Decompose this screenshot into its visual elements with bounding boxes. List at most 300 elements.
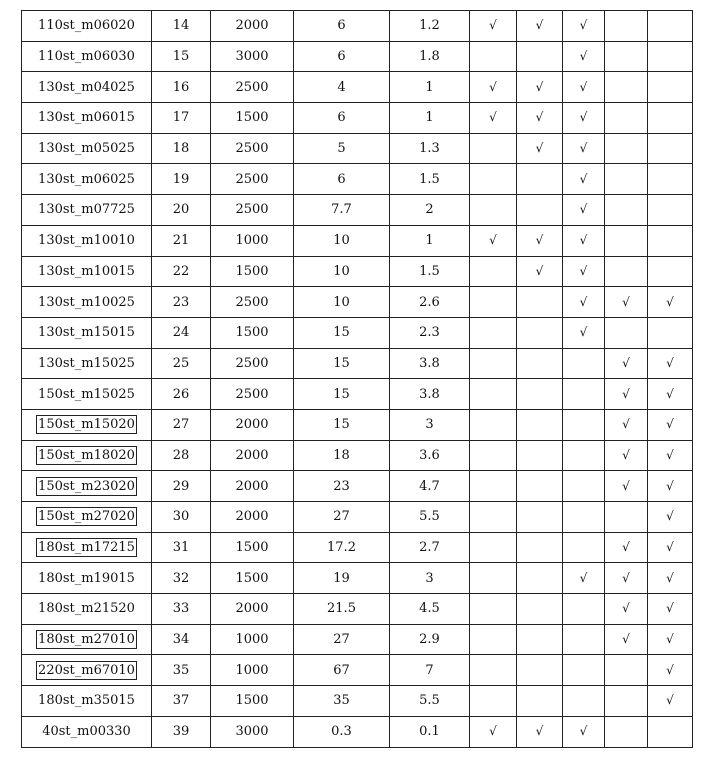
speed-cell: 2000 (211, 409, 294, 440)
check-cell-5 (648, 287, 693, 318)
speed-cell: 2500 (211, 72, 294, 103)
speed-cell: 1500 (211, 317, 294, 348)
power-cell: 5.5 (390, 686, 470, 717)
check-cell-2 (517, 317, 563, 348)
check-cell-2 (517, 41, 563, 72)
table-row (22, 409, 693, 440)
power-cell: 1.3 (390, 133, 470, 164)
check-cell-3 (563, 655, 605, 686)
check-mark-icon: √ (666, 601, 674, 616)
check-cell-2 (517, 594, 563, 625)
check-cell-2 (517, 72, 563, 103)
check-cell-5 (648, 563, 693, 594)
torque-cell: 23 (294, 471, 390, 502)
check-cell-1 (470, 471, 517, 502)
check-mark-icon: √ (579, 263, 588, 278)
model-cell (22, 655, 152, 686)
torque-cell: 0.3 (294, 716, 390, 747)
check-cell-1 (470, 317, 517, 348)
speed-cell: 2000 (211, 471, 294, 502)
torque-cell: 6 (294, 41, 390, 72)
check-cell-2 (517, 563, 563, 594)
power-cell: 1 (390, 225, 470, 256)
number-cell: 21 (152, 225, 211, 256)
speed-cell: 2500 (211, 195, 294, 226)
speed-cell: 2500 (211, 164, 294, 195)
check-cell-3 (563, 195, 605, 226)
check-cell-5 (648, 348, 693, 379)
table-row (22, 225, 693, 256)
number-cell: 15 (152, 41, 211, 72)
speed-cell: 1000 (211, 624, 294, 655)
check-cell-5 (648, 409, 693, 440)
check-cell-4 (605, 471, 648, 502)
check-cell-3 (563, 379, 605, 410)
model-cell: 130st_m15025 (22, 348, 152, 379)
check-cell-1 (470, 379, 517, 410)
number-cell: 25 (152, 348, 211, 379)
check-cell-2 (517, 348, 563, 379)
check-cell-2 (517, 133, 563, 164)
table-row (22, 686, 693, 717)
number-cell: 32 (152, 563, 211, 594)
check-mark-icon: √ (666, 386, 674, 401)
model-cell: 130st_m06015 (22, 103, 152, 134)
power-cell: 2 (390, 195, 470, 226)
check-cell-2 (517, 624, 563, 655)
table-row (22, 103, 693, 134)
number-cell: 19 (152, 164, 211, 195)
power-cell: 4.5 (390, 594, 470, 625)
check-cell-4 (605, 195, 648, 226)
torque-cell: 21.5 (294, 594, 390, 625)
check-cell-4 (605, 594, 648, 625)
check-cell-1 (470, 195, 517, 226)
number-cell: 30 (152, 502, 211, 533)
model-cell: 130st_m15015 (22, 317, 152, 348)
speed-cell: 1500 (211, 532, 294, 563)
check-mark-icon: √ (579, 141, 588, 156)
check-cell-3 (563, 164, 605, 195)
model-cell (22, 471, 152, 502)
torque-cell: 4 (294, 72, 390, 103)
check-cell-4 (605, 133, 648, 164)
check-cell-3 (563, 686, 605, 717)
power-cell: 2.3 (390, 317, 470, 348)
check-mark-icon: √ (622, 447, 630, 462)
check-cell-3 (563, 256, 605, 287)
table-row (22, 195, 693, 226)
check-cell-4 (605, 532, 648, 563)
check-cell-1 (470, 655, 517, 686)
speed-cell: 1500 (211, 256, 294, 287)
check-mark-icon: √ (666, 693, 674, 708)
check-mark-icon: √ (535, 110, 544, 125)
speed-cell: 1500 (211, 103, 294, 134)
check-mark-icon: √ (622, 570, 630, 585)
check-cell-5 (648, 72, 693, 103)
check-cell-5 (648, 41, 693, 72)
check-cell-5 (648, 624, 693, 655)
table-row (22, 594, 693, 625)
check-mark-icon: √ (579, 202, 588, 217)
check-cell-1 (470, 41, 517, 72)
check-mark-icon: √ (666, 509, 674, 524)
model-cell: 180st_m21520 (22, 594, 152, 625)
table-row (22, 563, 693, 594)
check-mark-icon: √ (666, 417, 674, 432)
number-cell: 37 (152, 686, 211, 717)
check-cell-4 (605, 409, 648, 440)
check-cell-5 (648, 11, 693, 42)
check-cell-4 (605, 317, 648, 348)
model-cell: 130st_m10010 (22, 225, 152, 256)
torque-cell: 27 (294, 502, 390, 533)
torque-cell: 15 (294, 409, 390, 440)
torque-cell: 7.7 (294, 195, 390, 226)
check-cell-4 (605, 502, 648, 533)
number-cell: 34 (152, 624, 211, 655)
model-cell: 180st_m19015 (22, 563, 152, 594)
check-cell-5 (648, 532, 693, 563)
model-label-boxed: 150st_m23020 (38, 478, 135, 494)
check-cell-3 (563, 41, 605, 72)
number-cell: 39 (152, 716, 211, 747)
table-row (22, 133, 693, 164)
model-cell (22, 624, 152, 655)
model-cell: 110st_m06020 (22, 11, 152, 42)
table-row (22, 72, 693, 103)
table-row (22, 379, 693, 410)
model-cell: 130st_m06025 (22, 164, 152, 195)
speed-cell: 2500 (211, 287, 294, 318)
table-body (22, 11, 693, 748)
power-cell: 1 (390, 72, 470, 103)
check-mark-icon: √ (666, 294, 674, 309)
speed-cell: 1000 (211, 655, 294, 686)
check-cell-5 (648, 716, 693, 747)
check-cell-5 (648, 317, 693, 348)
check-mark-icon: √ (622, 540, 630, 555)
check-cell-4 (605, 716, 648, 747)
check-mark-icon: √ (489, 79, 497, 94)
check-mark-icon: √ (579, 570, 588, 585)
check-cell-2 (517, 655, 563, 686)
check-cell-1 (470, 624, 517, 655)
check-cell-2 (517, 195, 563, 226)
check-cell-4 (605, 287, 648, 318)
power-cell: 2.6 (390, 287, 470, 318)
check-mark-icon: √ (622, 601, 630, 616)
check-cell-4 (605, 103, 648, 134)
check-cell-1 (470, 686, 517, 717)
number-cell: 14 (152, 11, 211, 42)
check-mark-icon: √ (666, 355, 674, 370)
number-cell: 16 (152, 72, 211, 103)
table-row (22, 624, 693, 655)
torque-cell: 67 (294, 655, 390, 686)
power-cell: 3.8 (390, 379, 470, 410)
table-row (22, 164, 693, 195)
check-cell-2 (517, 409, 563, 440)
model-label-boxed: 220st_m67010 (38, 662, 135, 678)
check-cell-5 (648, 103, 693, 134)
speed-cell: 3000 (211, 41, 294, 72)
model-label-boxed: 180st_m17215 (38, 540, 135, 556)
model-cell: 110st_m06030 (22, 41, 152, 72)
check-cell-3 (563, 440, 605, 471)
check-cell-5 (648, 594, 693, 625)
check-mark-icon: √ (535, 79, 544, 94)
check-mark-icon: √ (579, 233, 588, 248)
table-row (22, 348, 693, 379)
check-mark-icon: √ (622, 478, 630, 493)
power-cell: 2.9 (390, 624, 470, 655)
power-cell: 3 (390, 409, 470, 440)
torque-cell: 15 (294, 348, 390, 379)
number-cell: 27 (152, 409, 211, 440)
check-cell-1 (470, 594, 517, 625)
number-cell: 17 (152, 103, 211, 134)
model-cell: 130st_m07725 (22, 195, 152, 226)
check-mark-icon: √ (622, 417, 630, 432)
check-cell-3 (563, 287, 605, 318)
check-cell-4 (605, 256, 648, 287)
model-cell (22, 409, 152, 440)
speed-cell: 2500 (211, 348, 294, 379)
check-mark-icon: √ (579, 79, 588, 94)
check-cell-1 (470, 103, 517, 134)
model-cell: 130st_m05025 (22, 133, 152, 164)
check-mark-icon: √ (489, 724, 497, 739)
check-cell-1 (470, 502, 517, 533)
check-mark-icon: √ (535, 141, 544, 156)
number-cell: 23 (152, 287, 211, 318)
torque-cell: 6 (294, 11, 390, 42)
model-cell: 130st_m10025 (22, 287, 152, 318)
number-cell: 31 (152, 532, 211, 563)
table-row (22, 287, 693, 318)
model-label-boxed: 150st_m15020 (38, 417, 135, 433)
check-cell-3 (563, 103, 605, 134)
check-cell-2 (517, 11, 563, 42)
check-mark-icon: √ (579, 18, 588, 33)
check-cell-2 (517, 287, 563, 318)
check-mark-icon: √ (535, 724, 544, 739)
check-cell-1 (470, 72, 517, 103)
check-cell-1 (470, 225, 517, 256)
check-cell-1 (470, 563, 517, 594)
speed-cell: 2500 (211, 379, 294, 410)
number-cell: 18 (152, 133, 211, 164)
check-mark-icon: √ (489, 233, 497, 248)
check-cell-3 (563, 72, 605, 103)
check-cell-5 (648, 256, 693, 287)
model-cell: 130st_m04025 (22, 72, 152, 103)
table-row (22, 317, 693, 348)
speed-cell: 1500 (211, 563, 294, 594)
check-mark-icon: √ (579, 110, 588, 125)
power-cell: 7 (390, 655, 470, 686)
torque-cell: 35 (294, 686, 390, 717)
model-label-boxed: 180st_m27010 (38, 632, 135, 648)
check-cell-4 (605, 624, 648, 655)
check-cell-3 (563, 348, 605, 379)
power-cell: 1.5 (390, 256, 470, 287)
power-cell: 2.7 (390, 532, 470, 563)
number-cell: 35 (152, 655, 211, 686)
table-row (22, 440, 693, 471)
power-cell: 1 (390, 103, 470, 134)
table-row (22, 716, 693, 747)
torque-cell: 19 (294, 563, 390, 594)
check-cell-5 (648, 686, 693, 717)
check-mark-icon: √ (579, 171, 588, 186)
check-mark-icon: √ (535, 263, 544, 278)
torque-cell: 10 (294, 287, 390, 318)
check-cell-4 (605, 563, 648, 594)
check-cell-3 (563, 317, 605, 348)
check-cell-4 (605, 686, 648, 717)
check-cell-1 (470, 348, 517, 379)
check-cell-2 (517, 471, 563, 502)
check-cell-3 (563, 716, 605, 747)
check-mark-icon: √ (579, 49, 588, 64)
check-cell-2 (517, 716, 563, 747)
model-label-boxed: 150st_m18020 (38, 447, 135, 463)
check-cell-4 (605, 655, 648, 686)
torque-cell: 15 (294, 317, 390, 348)
check-mark-icon: √ (666, 447, 674, 462)
speed-cell: 2000 (211, 502, 294, 533)
speed-cell: 1500 (211, 686, 294, 717)
check-cell-2 (517, 502, 563, 533)
torque-cell: 17.2 (294, 532, 390, 563)
check-mark-icon: √ (579, 325, 588, 340)
check-cell-1 (470, 532, 517, 563)
power-cell: 1.5 (390, 164, 470, 195)
check-mark-icon: √ (666, 632, 674, 647)
check-cell-1 (470, 440, 517, 471)
speed-cell: 2000 (211, 440, 294, 471)
check-cell-5 (648, 440, 693, 471)
check-cell-3 (563, 502, 605, 533)
model-cell: 40st_m00330 (22, 716, 152, 747)
check-cell-4 (605, 164, 648, 195)
check-cell-5 (648, 164, 693, 195)
speed-cell: 2000 (211, 11, 294, 42)
check-cell-4 (605, 72, 648, 103)
number-cell: 20 (152, 195, 211, 226)
check-cell-3 (563, 11, 605, 42)
check-cell-1 (470, 287, 517, 318)
number-cell: 29 (152, 471, 211, 502)
check-cell-4 (605, 11, 648, 42)
check-mark-icon: √ (622, 632, 630, 647)
speed-cell: 3000 (211, 716, 294, 747)
check-cell-2 (517, 379, 563, 410)
model-cell (22, 502, 152, 533)
power-cell: 1.2 (390, 11, 470, 42)
power-cell: 1.8 (390, 41, 470, 72)
power-cell: 4.7 (390, 471, 470, 502)
check-mark-icon: √ (489, 110, 497, 125)
check-mark-icon: √ (622, 386, 630, 401)
torque-cell: 10 (294, 256, 390, 287)
table-row (22, 502, 693, 533)
check-mark-icon: √ (666, 570, 674, 585)
check-cell-4 (605, 348, 648, 379)
check-cell-2 (517, 164, 563, 195)
check-cell-3 (563, 594, 605, 625)
torque-cell: 15 (294, 379, 390, 410)
table-row (22, 471, 693, 502)
torque-cell: 6 (294, 164, 390, 195)
check-cell-3 (563, 225, 605, 256)
check-cell-4 (605, 225, 648, 256)
check-mark-icon: √ (579, 294, 588, 309)
model-cell: 180st_m35015 (22, 686, 152, 717)
model-cell (22, 532, 152, 563)
check-mark-icon: √ (666, 478, 674, 493)
number-cell: 22 (152, 256, 211, 287)
check-cell-3 (563, 409, 605, 440)
speed-cell: 2500 (211, 133, 294, 164)
check-cell-1 (470, 256, 517, 287)
check-cell-2 (517, 103, 563, 134)
table-row (22, 655, 693, 686)
check-cell-3 (563, 532, 605, 563)
check-cell-5 (648, 655, 693, 686)
check-cell-2 (517, 225, 563, 256)
power-cell: 0.1 (390, 716, 470, 747)
check-mark-icon: √ (622, 355, 630, 370)
check-mark-icon: √ (535, 18, 544, 33)
torque-cell: 6 (294, 103, 390, 134)
speed-cell: 1000 (211, 225, 294, 256)
number-cell: 26 (152, 379, 211, 410)
check-cell-2 (517, 440, 563, 471)
torque-cell: 10 (294, 225, 390, 256)
check-cell-5 (648, 379, 693, 410)
check-mark-icon: √ (489, 18, 497, 33)
check-mark-icon: √ (535, 233, 544, 248)
check-mark-icon: √ (666, 540, 674, 555)
model-cell: 150st_m15025 (22, 379, 152, 410)
check-cell-5 (648, 502, 693, 533)
check-cell-1 (470, 11, 517, 42)
check-cell-2 (517, 256, 563, 287)
power-cell: 5.5 (390, 502, 470, 533)
model-label-boxed: 150st_m27020 (38, 509, 135, 525)
power-cell: 3.8 (390, 348, 470, 379)
check-cell-4 (605, 379, 648, 410)
check-mark-icon: √ (579, 724, 588, 739)
check-cell-3 (563, 133, 605, 164)
number-cell: 28 (152, 440, 211, 471)
table-row (22, 41, 693, 72)
check-cell-5 (648, 471, 693, 502)
check-mark-icon: √ (622, 294, 630, 309)
number-cell: 24 (152, 317, 211, 348)
check-mark-icon: √ (666, 662, 674, 677)
table-row (22, 256, 693, 287)
check-cell-3 (563, 563, 605, 594)
check-cell-1 (470, 133, 517, 164)
table-row (22, 11, 693, 42)
number-cell: 33 (152, 594, 211, 625)
check-cell-4 (605, 41, 648, 72)
